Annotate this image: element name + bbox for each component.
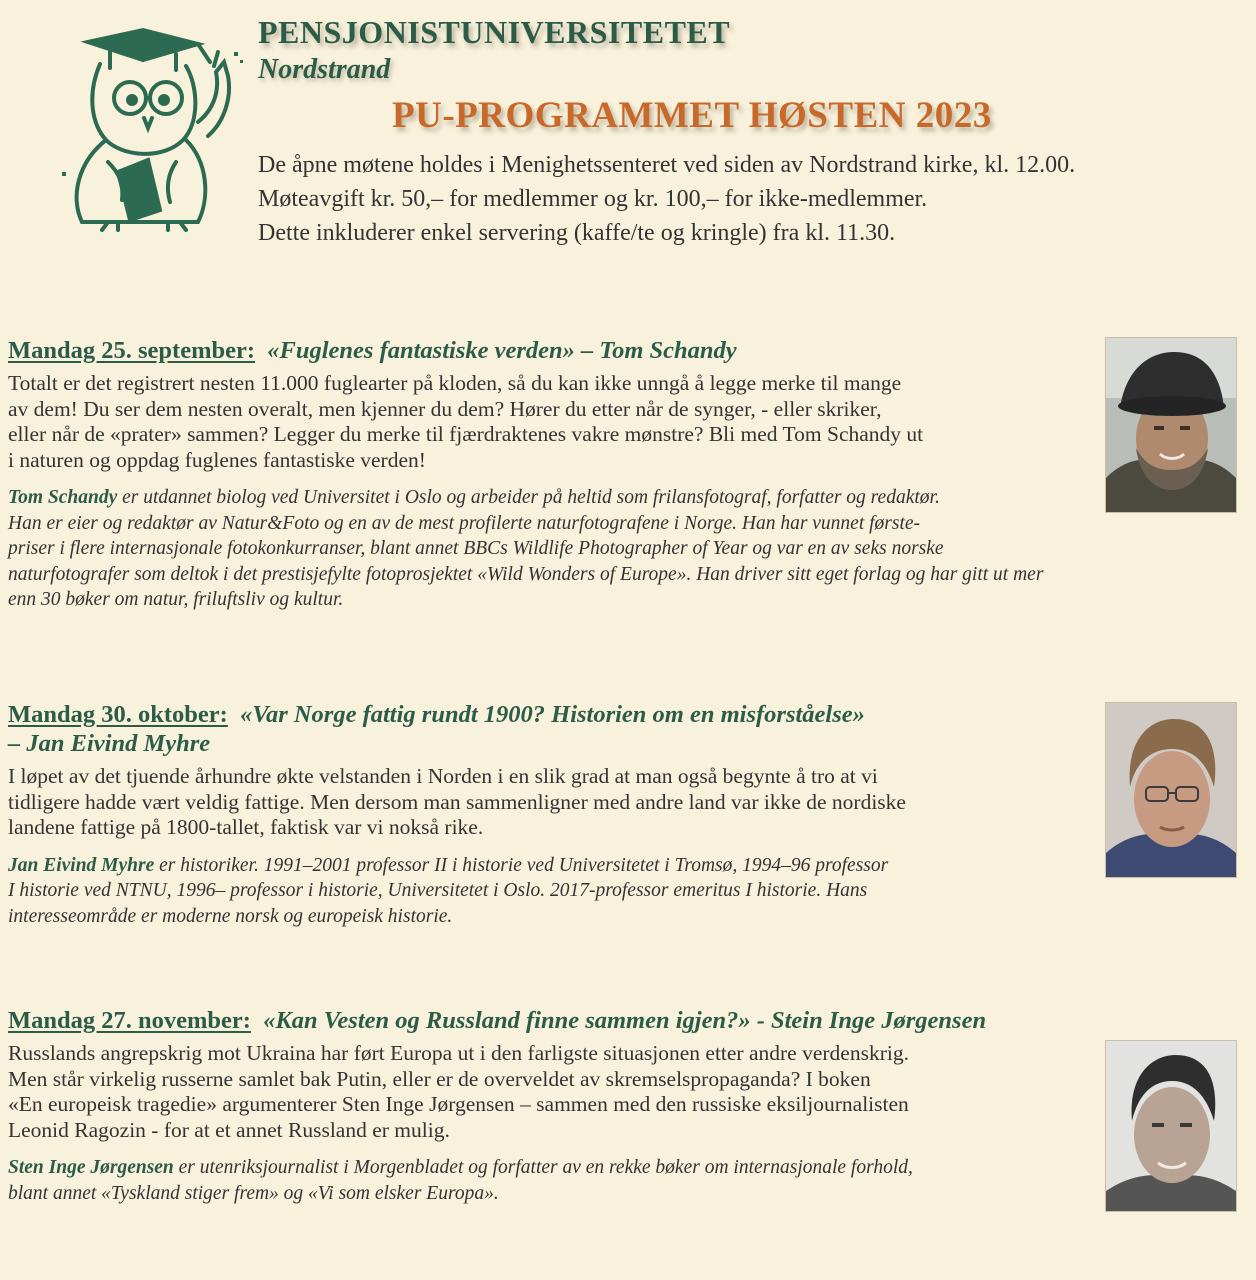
event-date: Mandag 30. oktober: (8, 701, 228, 728)
event-description (8, 764, 906, 841)
event-title: «Var Norge fattig rundt 1900? Historien om en misforståelse» (240, 701, 865, 728)
speaker-photo (1105, 1040, 1237, 1212)
desc-line: Leonid Ragozin - for at et annet Russland er mulig. (8, 1117, 450, 1142)
event-description (8, 1041, 986, 1143)
speaker-photo (1105, 702, 1237, 878)
bio-line: Han er eier og redaktør av Natur&Foto og en av de mest profilerte naturfotografene i Norge. Han har vunnet første- (8, 512, 921, 534)
bio-line: priser i flere internasjonale fotokonkurranser, blant annet BBCs Wildlife Photographer of Year og var en av seks norske (8, 538, 944, 559)
desc-line: tidligere hadde vært veldig fattige. Men dersom man sammenligner med andre land var ikke de nordiske (8, 789, 906, 814)
bio-line: blant annet «Tyskland stiger frem» og «Vi som elsker Europa». (8, 1182, 499, 1204)
bio-line: naturfotografer som deltok i det prestisjefylte fotoprosjektet «Wild Wonders of Europe». Han driver sitt eget forlag og har gitt ut mer (8, 563, 1044, 585)
intro-line: Dette inkluderer enkel servering (kaffe/te og kringle) fra kl. 11.30. (258, 220, 896, 246)
bio-line: interesseområde er moderne norsk og europeisk historie. (8, 905, 453, 927)
bio-line: enn 30 bøker om natur, friluftsliv og kultur. (8, 589, 344, 610)
bio-text: er historiker. 1991–2001 professor II i historie ved Universitetet i Tromsø, 1994–96 professor (154, 854, 889, 876)
event-title: «Fuglenes fantastiske verden» – Tom Schandy (267, 337, 737, 364)
event-heading (8, 700, 906, 729)
event-description (8, 371, 1043, 473)
bio-text: er utdannet biolog ved Universitet i Oslo og arbeider på heltid som frilansfotograf, forfatter og redaktør. (117, 487, 940, 508)
event-title: «Kan Vesten og Russland finne sammen igjen?» - Stein Inge Jørgensen (263, 1007, 987, 1034)
intro-line: De åpne møtene holdes i Menighetssenteret ved siden av Nordstrand kirke, kl. 12.00. (258, 152, 1076, 178)
speaker-bio (8, 1155, 986, 1206)
desc-line: «En europeisk tragedie» argumenterer Sten Inge Jørgensen – sammen med den russiske eksiljournalisten (8, 1092, 909, 1116)
speaker-photo (1105, 337, 1237, 513)
program-title: PU-PROGRAMMET HØSTEN 2023 (392, 95, 992, 136)
bio-text: er utenriksjournalist i Morgenbladet og forfatter av en rekke bøker om internasjonale forhold, (173, 1157, 913, 1178)
desc-line: landene fattige på 1800-tallet, faktisk var vi nokså rike. (8, 815, 484, 839)
event-september (8, 336, 1043, 613)
event-oktober (8, 700, 906, 929)
event-heading (8, 336, 1043, 365)
desc-line: av dem! Du ser dem nesten overalt, men kjenner du dem? Hører du etter når de synger, - eller skriker, (8, 396, 882, 421)
desc-line: Totalt er det registrert nesten 11.000 fuglearter på kloden, så du kan ikke unngå å legge merke til mange (8, 371, 902, 395)
desc-line: I løpet av det tjuende århundre økte velstanden i Norden i en slik grad at man også begynte å tro at vi (8, 764, 878, 788)
desc-line: Russlands angrepskrig mot Ukraina har ført Europa ut i den farligste situasjonen etter andre verdenskrig. (8, 1041, 909, 1065)
bio-line: I historie ved NTNU, 1996– professor i historie, Universitetet i Oslo. 2017-professor emeritus I historie. Hans (8, 880, 868, 901)
event-date: Mandag 27. november: (8, 1007, 251, 1034)
desc-line: Men står virkelig russerne samlet bak Putin, eller er de overveldet av skremselspropaganda? I boken (8, 1066, 871, 1091)
speaker-name: Tom Schandy (8, 487, 118, 508)
speaker-name: Sten Inge Jørgensen (8, 1157, 174, 1178)
event-heading (8, 1006, 986, 1035)
desc-line: i naturen og oppdag fuglenes fantastiske verden! (8, 447, 426, 472)
event-title-speaker: – Jan Eivind Myhre (8, 730, 211, 757)
desc-line: eller når de «prater» sammen? Legger du merke til fjærdraktenes vakre mønstre? Bli med Tom Schandy ut (8, 422, 924, 446)
owl-professor-icon (48, 22, 248, 232)
event-date: Mandag 25. september: (8, 337, 256, 364)
intro-line: Møteavgift kr. 50,– for medlemmer og kr. 100,– for ikke-medlemmer. (258, 186, 928, 212)
speaker-name: Jan Eivind Myhre (8, 854, 155, 876)
intro-text (258, 148, 1075, 250)
org-title: PENSJONISTUNIVERSITETET (258, 14, 731, 50)
org-subtitle: Nordstrand (258, 54, 391, 85)
speaker-bio (8, 485, 1043, 613)
speaker-bio (8, 853, 906, 930)
event-november (8, 1006, 986, 1206)
